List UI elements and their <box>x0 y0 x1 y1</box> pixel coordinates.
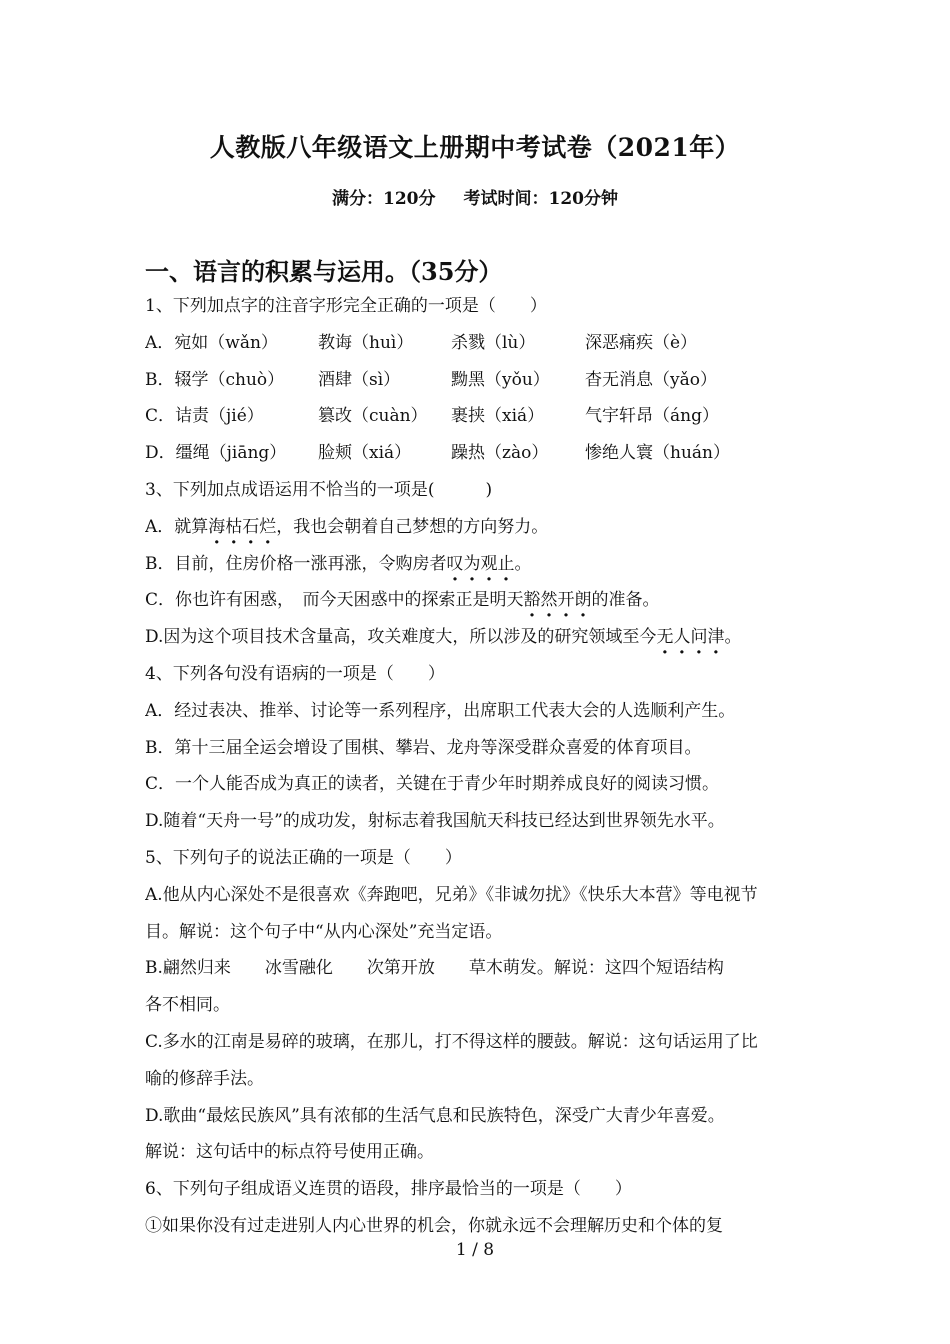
q3-option-b <box>145 546 810 583</box>
q5-option-d-line2: 解说：这句话中的标点符号使用正确。 <box>145 1142 434 1163</box>
q5-option-b-line1: B.翩然归来 冰雪融化 次第开放 草木萌发。解说：这四个短语结构 <box>145 958 724 979</box>
q5-option-c-line1: C.多水的江南是易碎的玻璃，在那儿，打不得这样的腰鼓。解说：这句话运用了比 <box>145 1031 758 1052</box>
q1-a-item1: A．宛如（wǎn） <box>145 332 278 353</box>
dotted-char: 无 <box>656 627 674 648</box>
dotted-char: 烂 <box>259 516 277 537</box>
q1-d-item3: 躁热（zào） <box>451 443 549 464</box>
q4-option-b: B．第十三届全运会增设了围棋、攀岩、龙舟等深受群众喜爱的体育项目。 <box>145 737 702 758</box>
exam-title: 人教版八年级语文上册期中考试卷（2021年） <box>209 133 741 162</box>
q3-option-a <box>145 509 810 546</box>
dotted-char: 问 <box>690 627 708 648</box>
q6-sentence-1: ①如果你没有过走进别人内心世界的机会，你就永远不会理解历史和个体的复 <box>145 1215 723 1236</box>
dotted-char: 然 <box>540 590 558 611</box>
q1-d-item2: 脸颊（xiá） <box>318 443 412 464</box>
q3-b-text-end: 。 <box>514 553 532 574</box>
q1-c-item3: 裹挟（xiá） <box>451 406 545 427</box>
q3-option-d <box>145 619 810 656</box>
q1-stem: 1、下列加点字的注音字形完全正确的一项是（ ） <box>145 296 547 316</box>
q1-b-item4: 杳无消息（yǎo） <box>585 369 717 390</box>
q1-option-b <box>145 362 810 399</box>
q1-c-item2: 篡改（cuàn） <box>318 406 428 427</box>
q1-option-d <box>145 435 810 472</box>
q3-c-text: C．你也许有困惑， 而今天困惑中的探索正是明天 <box>145 590 524 611</box>
q1-b-item3: 黝黑（yǒu） <box>451 369 550 390</box>
q5-option-d-line1: D.歌曲“最炫民族风”具有浓郁的生活气息和民族特色，深受广大青少年喜爱。 <box>145 1105 725 1126</box>
dotted-char: 枯 <box>225 516 243 537</box>
q3-a-text: A．就算 <box>145 516 209 537</box>
q3-d-text-end: 。 <box>724 627 742 648</box>
exam-info <box>0 184 950 209</box>
q6-stem: 6、下列句子组成语义连贯的语段，排序最恰当的一项是（ ） <box>145 1179 632 1200</box>
question-body <box>145 288 810 1245</box>
q3-a-text-end: ，我也会朝着自己梦想的方向努力。 <box>276 516 549 537</box>
dotted-char: 石 <box>242 516 260 537</box>
dotted-char: 津 <box>707 627 725 648</box>
dotted-char: 观 <box>480 553 498 574</box>
q1-b-item1: B．辍学（chuò） <box>145 369 285 390</box>
exam-time: 考试时间：120分钟 <box>463 189 618 209</box>
q1-b-item2: 酒肆（sì） <box>318 369 401 390</box>
q1-a-item2: 教诲（huì） <box>318 332 414 353</box>
q4-option-a: A．经过表决、推举、讨论等一系列程序，出席职工代表大会的人选顺利产生。 <box>145 700 736 721</box>
full-score: 满分：120分 <box>332 189 436 209</box>
q1-d-item1: D．缰绳（jiāng） <box>145 443 287 464</box>
dotted-char: 豁 <box>523 590 541 611</box>
dotted-char: 为 <box>463 553 481 574</box>
q5-option-b-line2: 各不相同。 <box>145 995 230 1016</box>
q3-b-text: B．目前，住房价格一涨再涨，令购房者 <box>145 553 447 574</box>
q4-option-d: D.随着“天舟一号”的成功发，射标志着我国航天科技已经达到世界领先水平。 <box>145 811 725 832</box>
q5-stem: 5、下列句子的说法正确的一项是（ ） <box>145 847 462 868</box>
dotted-char: 人 <box>673 627 691 648</box>
dotted-char: 朗 <box>574 590 592 611</box>
page-number: 1 / 8 <box>455 1240 495 1260</box>
q5-option-a-line1: A.他从内心深处不是很喜欢《奔跑吧，兄弟》《非诚勿扰》《快乐大本营》等电视节 <box>145 884 758 905</box>
q3-option-c <box>145 582 810 619</box>
q1-a-item4: 深恶痛疾（è） <box>585 332 698 353</box>
q1-a-item3: 杀戮（lù） <box>451 332 536 353</box>
dotted-char: 海 <box>208 516 226 537</box>
q3-stem: 3、下列加点成语运用不恰当的一项是( ) <box>145 479 493 500</box>
q5-option-a-line2: 目。解说：这个句子中“从内心深处”充当定语。 <box>145 921 503 942</box>
section-heading-1: 一、语言的积累与运用。（35分） <box>145 257 503 286</box>
q4-stem: 4、下列各句没有语病的一项是（ ） <box>145 663 445 684</box>
q1-option-c <box>145 398 810 435</box>
q4-option-c: C．一个人能否成为真正的读者，关键在于青少年时期养成良好的阅读习惯。 <box>145 774 720 795</box>
q3-c-text-end: 的准备。 <box>591 590 660 611</box>
dotted-char: 止 <box>497 553 515 574</box>
q3-d-text: D.因为这个项目技术含量高，攻关难度大，所以涉及的研究领域至今 <box>145 627 657 648</box>
dotted-char: 开 <box>557 590 575 611</box>
q5-option-c-line2: 喻的修辞手法。 <box>145 1068 264 1089</box>
q1-option-a <box>145 325 810 362</box>
q1-c-item1: C．诘责（jié） <box>145 406 264 427</box>
dotted-char: 叹 <box>446 553 464 574</box>
q1-c-item4: 气宇轩昂（áng） <box>585 406 719 427</box>
q1-d-item4: 惨绝人寰（huán） <box>585 443 730 464</box>
